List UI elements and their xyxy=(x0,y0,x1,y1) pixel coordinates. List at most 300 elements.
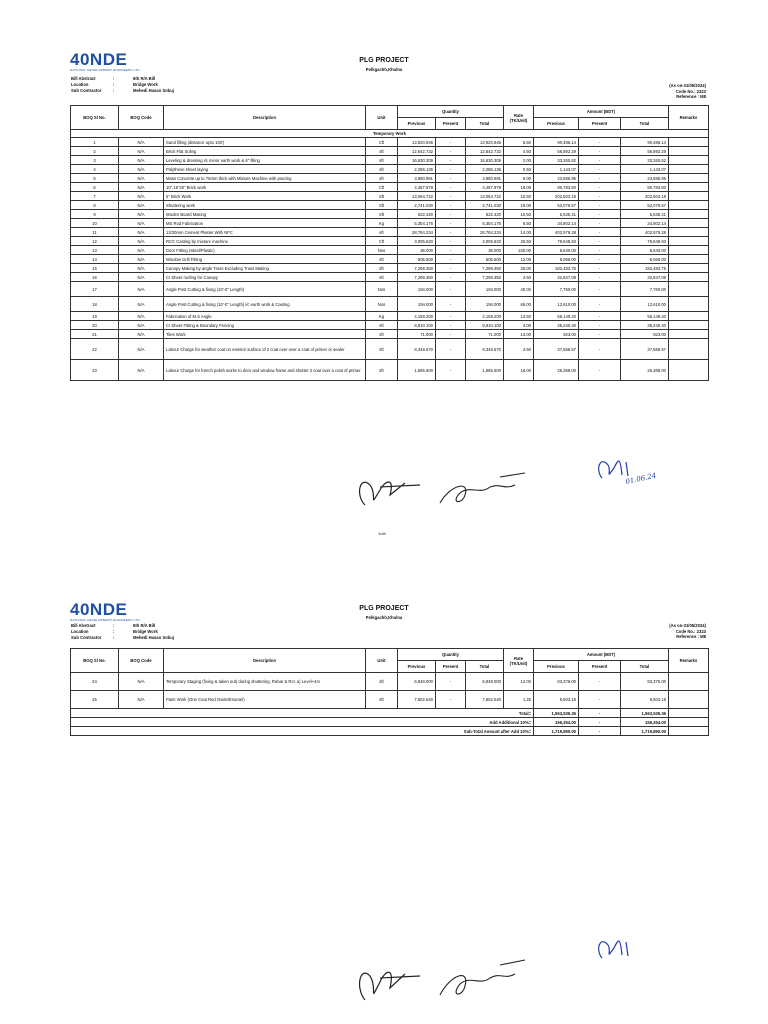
cell-qty-present: - xyxy=(436,282,466,297)
cell-amount-present: - xyxy=(579,264,621,273)
project-title: PLG PROJECT xyxy=(359,605,409,612)
summary-total: 1,563,535.36 xyxy=(621,709,669,718)
bill-reference: (As on-31/05/2024) Code No.: 2323 Reference : M8 xyxy=(669,623,706,639)
cell-amount-total: 79,648.93 xyxy=(621,237,669,246)
col-amount: Amount (BDT) xyxy=(534,106,669,118)
cell-remarks xyxy=(669,219,709,228)
cell-boq-sl: 11 xyxy=(71,228,119,237)
col-amt-previous: Previous xyxy=(534,661,579,673)
cell-qty-present: - xyxy=(436,321,466,330)
cell-qty-present: - xyxy=(436,228,466,237)
cell-qty-total: 505.500 xyxy=(466,255,504,264)
col-rate: Rate (TK/Unit) xyxy=(504,106,534,130)
cell-qty-previous: 6,948.000 xyxy=(398,673,436,691)
cell-description: Angle Post Cutting & fixing (10'-0" Length) i/c earth work & Casting xyxy=(164,297,366,312)
col-quantity: Quantity xyxy=(398,106,504,118)
cell-remarks xyxy=(669,165,709,174)
cell-remarks xyxy=(669,297,709,312)
signature-date: 01.06.24 xyxy=(624,471,657,486)
cell-unit: Cft xyxy=(366,183,398,192)
cell-rate: 19.00 xyxy=(504,201,534,210)
cell-qty-present: - xyxy=(436,330,466,339)
table-row xyxy=(71,147,709,156)
cell-amount-previous: 1,143.07 xyxy=(534,165,579,174)
cell-rate: 26.50 xyxy=(504,237,534,246)
cell-remarks xyxy=(669,210,709,219)
cell-remarks xyxy=(669,312,709,321)
table-row xyxy=(71,273,709,282)
cell-amount-present: - xyxy=(579,282,621,297)
cell-rate: 65.00 xyxy=(504,297,534,312)
table-row xyxy=(71,339,709,360)
cell-amount-total: 923.00 xyxy=(621,330,669,339)
cell-rate: 4.50 xyxy=(504,147,534,156)
cell-qty-previous: 13,064.722 xyxy=(398,192,436,201)
cell-unit: Kg xyxy=(366,219,398,228)
cell-description: Canopy Making by angle Truss Excluding Truss Making xyxy=(164,264,366,273)
cell-rate: 12.00 xyxy=(504,255,534,264)
cell-qty-present: - xyxy=(436,312,466,321)
cell-amount-previous: 56,149.20 xyxy=(534,312,579,321)
col-boq-sl: BOQ Sl No. xyxy=(71,106,119,130)
company-logo: 40NDE NATIONAL DEVELOPMENT ENGINEERS LTD. xyxy=(70,50,141,72)
cell-rate: 16.00 xyxy=(504,360,534,381)
col-qty-present: Present xyxy=(436,661,466,673)
col-remarks: Remarks xyxy=(669,649,709,673)
cell-qty-present: - xyxy=(436,183,466,192)
cell-qty-previous: 16,630.309 xyxy=(398,156,436,165)
summary-previous: 1,719,890.00 xyxy=(534,727,579,736)
cell-amount-previous: 79,648.93 xyxy=(534,237,579,246)
bill-reference: (As on-31/05/2024) Code No.: 2323 Reference : M8 xyxy=(669,83,706,99)
table-row xyxy=(71,297,709,312)
cell-unit: Sft xyxy=(366,210,398,219)
cell-amount-total: 35,240.40 xyxy=(621,321,669,330)
table-row xyxy=(71,237,709,246)
cell-qty-previous: 4,487.978 xyxy=(398,183,436,192)
cell-qty-previous: 505.500 xyxy=(398,255,436,264)
cell-qty-present: - xyxy=(436,147,466,156)
cell-unit: sft xyxy=(366,255,398,264)
summary-remarks xyxy=(669,718,709,727)
signature-2 xyxy=(590,930,640,965)
cell-qty-total: 7,299.350 xyxy=(466,264,504,273)
cell-unit: Nos xyxy=(366,297,398,312)
cell-boq-sl: 6 xyxy=(71,183,119,192)
bill-meta: Bill Abstract : 6th R/A Bill Location : Bridge Work Sub Contractor : Mehedi Hasan Sobuj xyxy=(71,76,174,93)
cell-description: Brick Flat Soling xyxy=(164,147,366,156)
cell-qty-previous: 2,286.136 xyxy=(398,165,436,174)
cell-description: Labour Charge for french polish works to door and window frame and shutter 3 coat over a coat of primer xyxy=(164,360,366,381)
cell-amount-previous: 12,610.00 xyxy=(534,297,579,312)
cell-boq-sl: 25 xyxy=(71,691,119,709)
cell-qty-present: - xyxy=(436,273,466,282)
cell-boq-code: N/A xyxy=(119,691,164,709)
cell-remarks xyxy=(669,174,709,183)
col-boq-sl: BOQ Sl No. xyxy=(71,649,119,673)
summary-present: - xyxy=(579,709,621,718)
cell-amount-total: 1,143.07 xyxy=(621,165,669,174)
cell-qty-previous: 194.000 xyxy=(398,297,436,312)
boq-table-page-1 xyxy=(70,105,709,381)
cell-boq-code: N/A xyxy=(119,330,164,339)
cell-qty-previous: 5,354.176 xyxy=(398,219,436,228)
cell-rate: 13.50 xyxy=(504,312,534,321)
summary-row xyxy=(71,718,709,727)
cell-qty-total: 8,810.100 xyxy=(466,321,504,330)
cell-amount-previous: 202,503.19 xyxy=(534,192,579,201)
cell-amount-total: 56,892.29 xyxy=(621,147,669,156)
summary-row xyxy=(71,709,709,718)
cell-qty-total: 4,487.978 xyxy=(466,183,504,192)
cell-rate: 2.00 xyxy=(504,156,534,165)
cell-rate: 1.25 xyxy=(504,691,534,709)
cell-unit: Sft xyxy=(366,201,398,210)
summary-previous: 156,354.00 xyxy=(534,718,579,727)
col-amt-total: Total xyxy=(621,118,669,130)
project-place: Polkgachh,Khulna xyxy=(365,67,403,72)
cell-qty-total: 5,354.176 xyxy=(466,219,504,228)
cell-amount-present: - xyxy=(579,192,621,201)
cell-description: Sand filling (distance upto 100') xyxy=(164,138,366,147)
table-row xyxy=(71,282,709,297)
summary-label: Sub-Total Amount after Add 10%= xyxy=(71,727,534,736)
summary-present: - xyxy=(579,727,621,736)
cell-amount-total: 32,847.08 xyxy=(621,273,669,282)
cell-qty-total: 3,980.991 xyxy=(466,174,504,183)
cell-qty-previous: 4,159.200 xyxy=(398,312,436,321)
cell-qty-previous: 8,810.100 xyxy=(398,321,436,330)
cell-amount-present: - xyxy=(579,174,621,183)
cell-rate: 4.50 xyxy=(504,339,534,360)
cell-amount-total: 6,535.41 xyxy=(621,210,669,219)
table-row xyxy=(71,228,709,237)
cell-qty-present: - xyxy=(436,237,466,246)
summary-row xyxy=(71,727,709,736)
cell-boq-code: N/A xyxy=(119,201,164,210)
cell-description: 5" Brick Work xyxy=(164,192,366,201)
cell-amount-present: - xyxy=(579,201,621,210)
cell-qty-total: 13,920.945 xyxy=(466,138,504,147)
table-row xyxy=(71,312,709,321)
cell-qty-total: 2,741.030 xyxy=(466,201,504,210)
cell-amount-present: - xyxy=(579,156,621,165)
cell-remarks xyxy=(669,183,709,192)
cell-remarks xyxy=(669,192,709,201)
cell-qty-total: 8,348.570 xyxy=(466,339,504,360)
cell-amount-previous: 923.00 xyxy=(534,330,579,339)
col-qty-previous: Previous xyxy=(398,118,436,130)
cell-amount-present: - xyxy=(579,183,621,192)
cell-remarks xyxy=(669,330,709,339)
cell-amount-previous: 33,260.62 xyxy=(534,156,579,165)
col-amt-total: Total xyxy=(621,661,669,673)
cell-unit: sft xyxy=(366,330,398,339)
col-qty-total: Total xyxy=(466,118,504,130)
cell-qty-total: 4,159.200 xyxy=(466,312,504,321)
cell-unit: sft xyxy=(366,691,398,709)
cell-amount-previous: 35,240.40 xyxy=(534,321,579,330)
cell-remarks xyxy=(669,138,709,147)
cell-qty-total: 28,784.234 xyxy=(466,228,504,237)
cell-unit: sft xyxy=(366,147,398,156)
cell-description: Window Grill Fitting xyxy=(164,255,366,264)
cell-qty-previous: 7,299.350 xyxy=(398,273,436,282)
cell-amount-previous: 56,892.29 xyxy=(534,147,579,156)
cell-rate: 25.00 xyxy=(504,264,534,273)
summary-total: 1,719,890.00 xyxy=(621,727,669,736)
table-row xyxy=(71,174,709,183)
table-row xyxy=(71,321,709,330)
cell-qty-previous: 1,585.500 xyxy=(398,360,436,381)
col-amt-present: Present xyxy=(579,118,621,130)
boq-table-page-2 xyxy=(70,648,709,736)
cell-boq-sl: 1 xyxy=(71,138,119,147)
cell-amount-previous: 34,802.14 xyxy=(534,219,579,228)
cell-qty-total: 7,602.540 xyxy=(466,691,504,709)
table-row xyxy=(71,192,709,201)
cell-qty-previous: 71.000 xyxy=(398,330,436,339)
cell-description: Angle Post Cutting & fixing (10'-0" Length) xyxy=(164,282,366,297)
col-unit: Unit xyxy=(366,649,398,673)
company-logo: 40NDE NATIONAL DEVELOPMENT ENGINEERS LTD. xyxy=(70,600,141,622)
cell-qty-total: 36.000 xyxy=(466,246,504,255)
cell-remarks xyxy=(669,691,709,709)
cell-qty-total: 3,005.620 xyxy=(466,237,504,246)
cell-amount-previous: 90,486.14 xyxy=(534,138,579,147)
cell-boq-sl: 4 xyxy=(71,165,119,174)
cell-qty-present: - xyxy=(436,246,466,255)
col-remarks: Remarks xyxy=(669,106,709,130)
cell-qty-present: - xyxy=(436,210,466,219)
table-row xyxy=(71,691,709,709)
table-row xyxy=(71,201,709,210)
cell-amount-previous: 25,368.00 xyxy=(534,360,579,381)
cell-boq-code: N/A xyxy=(119,264,164,273)
cell-qty-present: - xyxy=(436,165,466,174)
cell-description: Shuttering work xyxy=(164,201,366,210)
cell-remarks xyxy=(669,147,709,156)
cell-amount-previous: 37,568.57 xyxy=(534,339,579,360)
cell-unit: Cft xyxy=(366,237,398,246)
cell-qty-present: - xyxy=(436,138,466,147)
cell-amount-previous: 80,783.60 xyxy=(534,183,579,192)
col-quantity: Quantity xyxy=(398,649,504,661)
cell-remarks xyxy=(669,201,709,210)
cell-qty-total: 194.000 xyxy=(466,282,504,297)
cell-amount-present: - xyxy=(579,246,621,255)
cell-remarks xyxy=(669,228,709,237)
cell-qty-total: 12,642.732 xyxy=(466,147,504,156)
cell-boq-sl: 24 xyxy=(71,673,119,691)
cell-remarks xyxy=(669,246,709,255)
cell-qty-total: 194.000 xyxy=(466,297,504,312)
cell-qty-total: 622.420 xyxy=(466,210,504,219)
col-qty-total: Total xyxy=(466,661,504,673)
col-amount: Amount (BDT) xyxy=(534,649,669,661)
cell-qty-previous: 8,348.570 xyxy=(398,339,436,360)
table-row xyxy=(71,165,709,174)
summary-total: 156,354.00 xyxy=(621,718,669,727)
cell-boq-sl: 10 xyxy=(71,219,119,228)
cell-remarks xyxy=(669,156,709,165)
cell-boq-code: N/A xyxy=(119,312,164,321)
cell-boq-code: N/A xyxy=(119,174,164,183)
table-row xyxy=(71,210,709,219)
col-rate: Rate (TK/Unit) xyxy=(504,649,534,673)
cell-boq-code: N/A xyxy=(119,255,164,264)
cell-amount-present: - xyxy=(579,219,621,228)
cell-amount-present: - xyxy=(579,297,621,312)
cell-amount-present: - xyxy=(579,273,621,282)
cell-description: Mass Concrete up to 75mm thick with Mixture Machine with pouring xyxy=(164,174,366,183)
summary-label: Add Additional 10%= xyxy=(71,718,534,727)
table-row xyxy=(71,219,709,228)
cell-amount-present: - xyxy=(579,237,621,246)
cell-boq-code: N/A xyxy=(119,183,164,192)
bill-page-2 xyxy=(0,590,768,1024)
col-amt-present: Present xyxy=(579,661,621,673)
cell-boq-sl: 14 xyxy=(71,255,119,264)
cell-qty-present: - xyxy=(436,255,466,264)
cell-description: 10",15"20" Brick work xyxy=(164,183,366,192)
cell-unit: sft xyxy=(366,321,398,330)
signature-2 xyxy=(590,450,670,490)
cell-boq-sl: 17 xyxy=(71,282,119,297)
cell-boq-code: N/A xyxy=(119,156,164,165)
cell-qty-previous: 28,784.234 xyxy=(398,228,436,237)
cell-amount-present: - xyxy=(579,210,621,219)
cell-unit: sft xyxy=(366,228,398,237)
cell-remarks xyxy=(669,360,709,381)
cell-boq-sl: 7 xyxy=(71,192,119,201)
cell-boq-sl: 15 xyxy=(71,264,119,273)
signature-1 xyxy=(350,950,550,1010)
cell-boq-code: N/A xyxy=(119,282,164,297)
cell-qty-present: - xyxy=(436,264,466,273)
cell-amount-present: - xyxy=(579,360,621,381)
cell-amount-previous: 32,847.08 xyxy=(534,273,579,282)
cell-boq-code: N/A xyxy=(119,297,164,312)
cell-qty-present: - xyxy=(436,192,466,201)
cell-amount-total: 80,783.60 xyxy=(621,183,669,192)
cell-amount-present: - xyxy=(579,165,621,174)
cell-qty-present: - xyxy=(436,339,466,360)
table-row xyxy=(71,673,709,691)
cell-amount-total: 402,979.28 xyxy=(621,228,669,237)
cell-amount-total: 8,640.00 xyxy=(621,246,669,255)
cell-remarks xyxy=(669,282,709,297)
cell-qty-previous: 3,980.991 xyxy=(398,174,436,183)
cell-qty-present: - xyxy=(436,156,466,165)
cell-amount-present: - xyxy=(579,312,621,321)
cell-boq-code: N/A xyxy=(119,147,164,156)
cell-boq-sl: 2 xyxy=(71,147,119,156)
cell-remarks xyxy=(669,273,709,282)
cell-unit: sft xyxy=(366,156,398,165)
cell-remarks xyxy=(669,673,709,691)
table-row xyxy=(71,264,709,273)
cell-unit: sft xyxy=(366,673,398,691)
cell-amount-total: 52,079.57 xyxy=(621,201,669,210)
cell-amount-total: 12,610.00 xyxy=(621,297,669,312)
cell-unit: Nos xyxy=(366,282,398,297)
cell-amount-total: 9,503.18 xyxy=(621,691,669,709)
cell-remarks xyxy=(669,339,709,360)
cell-unit: Nos xyxy=(366,246,398,255)
cell-description: Woden Board Making xyxy=(164,210,366,219)
cell-qty-previous: 7,299.350 xyxy=(398,264,436,273)
col-qty-previous: Previous xyxy=(398,661,436,673)
col-unit: Unit xyxy=(366,106,398,130)
cell-amount-total: 56,149.20 xyxy=(621,312,669,321)
cell-amount-present: - xyxy=(579,138,621,147)
cell-description: Tiles Work xyxy=(164,330,366,339)
cell-amount-previous: 6,066.00 xyxy=(534,255,579,264)
cell-rate: 14.00 xyxy=(504,228,534,237)
cell-qty-total: 7,299.350 xyxy=(466,273,504,282)
cell-amount-total: 25,368.00 xyxy=(621,360,669,381)
col-boq-code: BOQ Code xyxy=(119,649,164,673)
project-place: Polkgachh,Khulna xyxy=(365,615,403,620)
cell-amount-present: - xyxy=(579,321,621,330)
cell-qty-total: 6,948.000 xyxy=(466,673,504,691)
cell-amount-total: 34,802.14 xyxy=(621,219,669,228)
cell-qty-total: 2,286.136 xyxy=(466,165,504,174)
col-amt-previous: Previous xyxy=(534,118,579,130)
cell-description: Leveling & dressing i/c minor earth work & 6" filling xyxy=(164,156,366,165)
cell-boq-sl: 20 xyxy=(71,321,119,330)
cell-amount-previous: 9,503.18 xyxy=(534,691,579,709)
cell-qty-previous: 36.000 xyxy=(398,246,436,255)
cell-rate: 12.00 xyxy=(504,673,534,691)
cell-unit: Sft xyxy=(366,192,398,201)
cell-boq-code: N/A xyxy=(119,219,164,228)
table-row xyxy=(71,138,709,147)
cell-description: Polythene sheet laying xyxy=(164,165,366,174)
cell-qty-present: - xyxy=(436,691,466,709)
cell-qty-previous: 3,005.620 xyxy=(398,237,436,246)
cell-qty-total: 1,585.500 xyxy=(466,360,504,381)
cell-rate: 6.00 xyxy=(504,174,534,183)
cell-amount-previous: 83,376.00 xyxy=(534,673,579,691)
cell-boq-sl: 5 xyxy=(71,174,119,183)
cell-amount-total: 202,503.19 xyxy=(621,192,669,201)
cell-rate: 10.50 xyxy=(504,210,534,219)
cell-amount-total: 6,066.00 xyxy=(621,255,669,264)
cell-boq-code: N/A xyxy=(119,246,164,255)
cell-description: RCC Casting by mixture machine xyxy=(164,237,366,246)
cell-qty-total: 16,630.309 xyxy=(466,156,504,165)
cell-unit: sft xyxy=(366,360,398,381)
cell-amount-previous: 7,760.00 xyxy=(534,282,579,297)
cell-boq-code: N/A xyxy=(119,360,164,381)
cell-rate: 6.50 xyxy=(504,138,534,147)
cell-amount-total: 7,760.00 xyxy=(621,282,669,297)
cell-description: Temporary Staging (fixing & taken out) during shuttering, Rebar & Rcc a) Level+4m xyxy=(164,673,366,691)
cell-remarks xyxy=(669,255,709,264)
col-description: Description xyxy=(164,649,366,673)
summary-present: - xyxy=(579,718,621,727)
cell-description: Fabrication of M.S Angle xyxy=(164,312,366,321)
summary-remarks xyxy=(669,727,709,736)
cell-unit: sft xyxy=(366,273,398,282)
cell-boq-code: N/A xyxy=(119,192,164,201)
cell-amount-total: 37,568.57 xyxy=(621,339,669,360)
cell-rate: 18.00 xyxy=(504,183,534,192)
cell-boq-sl: 16 xyxy=(71,273,119,282)
summary-label: Total= xyxy=(71,709,534,718)
